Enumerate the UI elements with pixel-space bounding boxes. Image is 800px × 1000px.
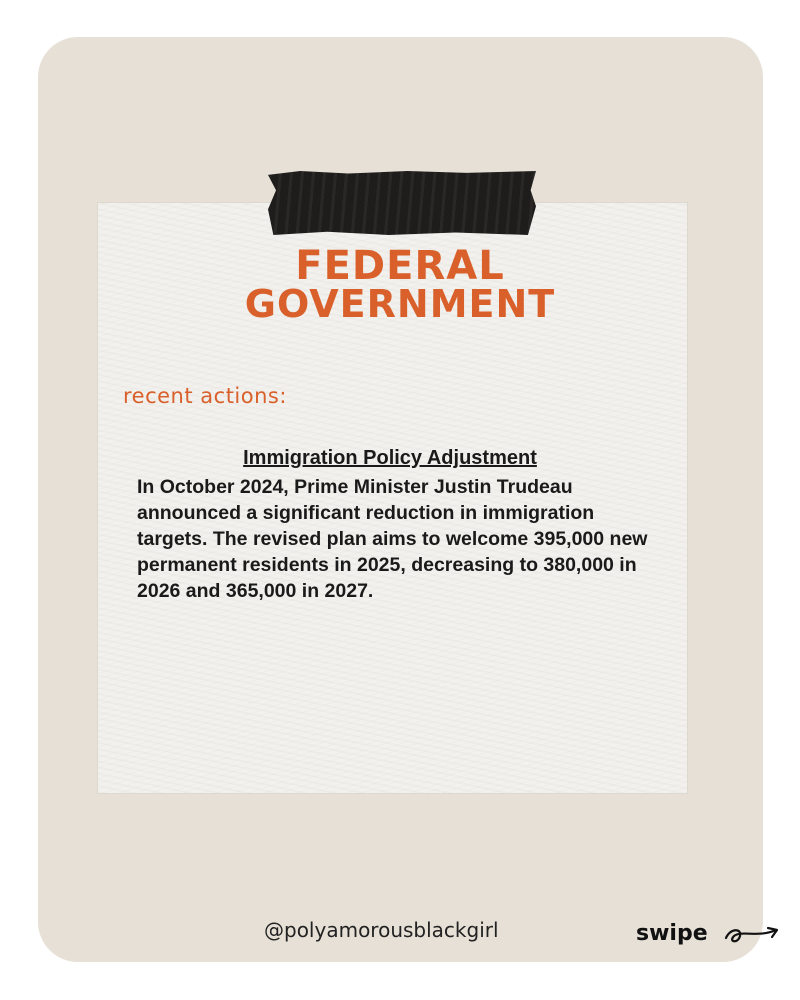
swirl-arrow-icon <box>722 922 782 948</box>
social-handle: @polyamorousblackgirl <box>264 918 499 942</box>
page-title-line1: FEDERAL <box>295 243 505 289</box>
tape-strip <box>268 171 536 235</box>
section-subtitle: recent actions: <box>123 384 287 408</box>
policy-heading: Immigration Policy Adjustment <box>243 447 537 469</box>
page-title-line2: GOVERNMENT <box>244 282 556 326</box>
policy-body: In October 2024, Prime Minister Justin Trudeau announced a significant reduction in immigration targets. The revised plan aims to welcome 395,000 new permanent residents in 2025, decreasing to 380,000 in 2026 and 365,000 in 2027. <box>137 476 648 602</box>
swipe-label: swipe <box>636 921 708 946</box>
